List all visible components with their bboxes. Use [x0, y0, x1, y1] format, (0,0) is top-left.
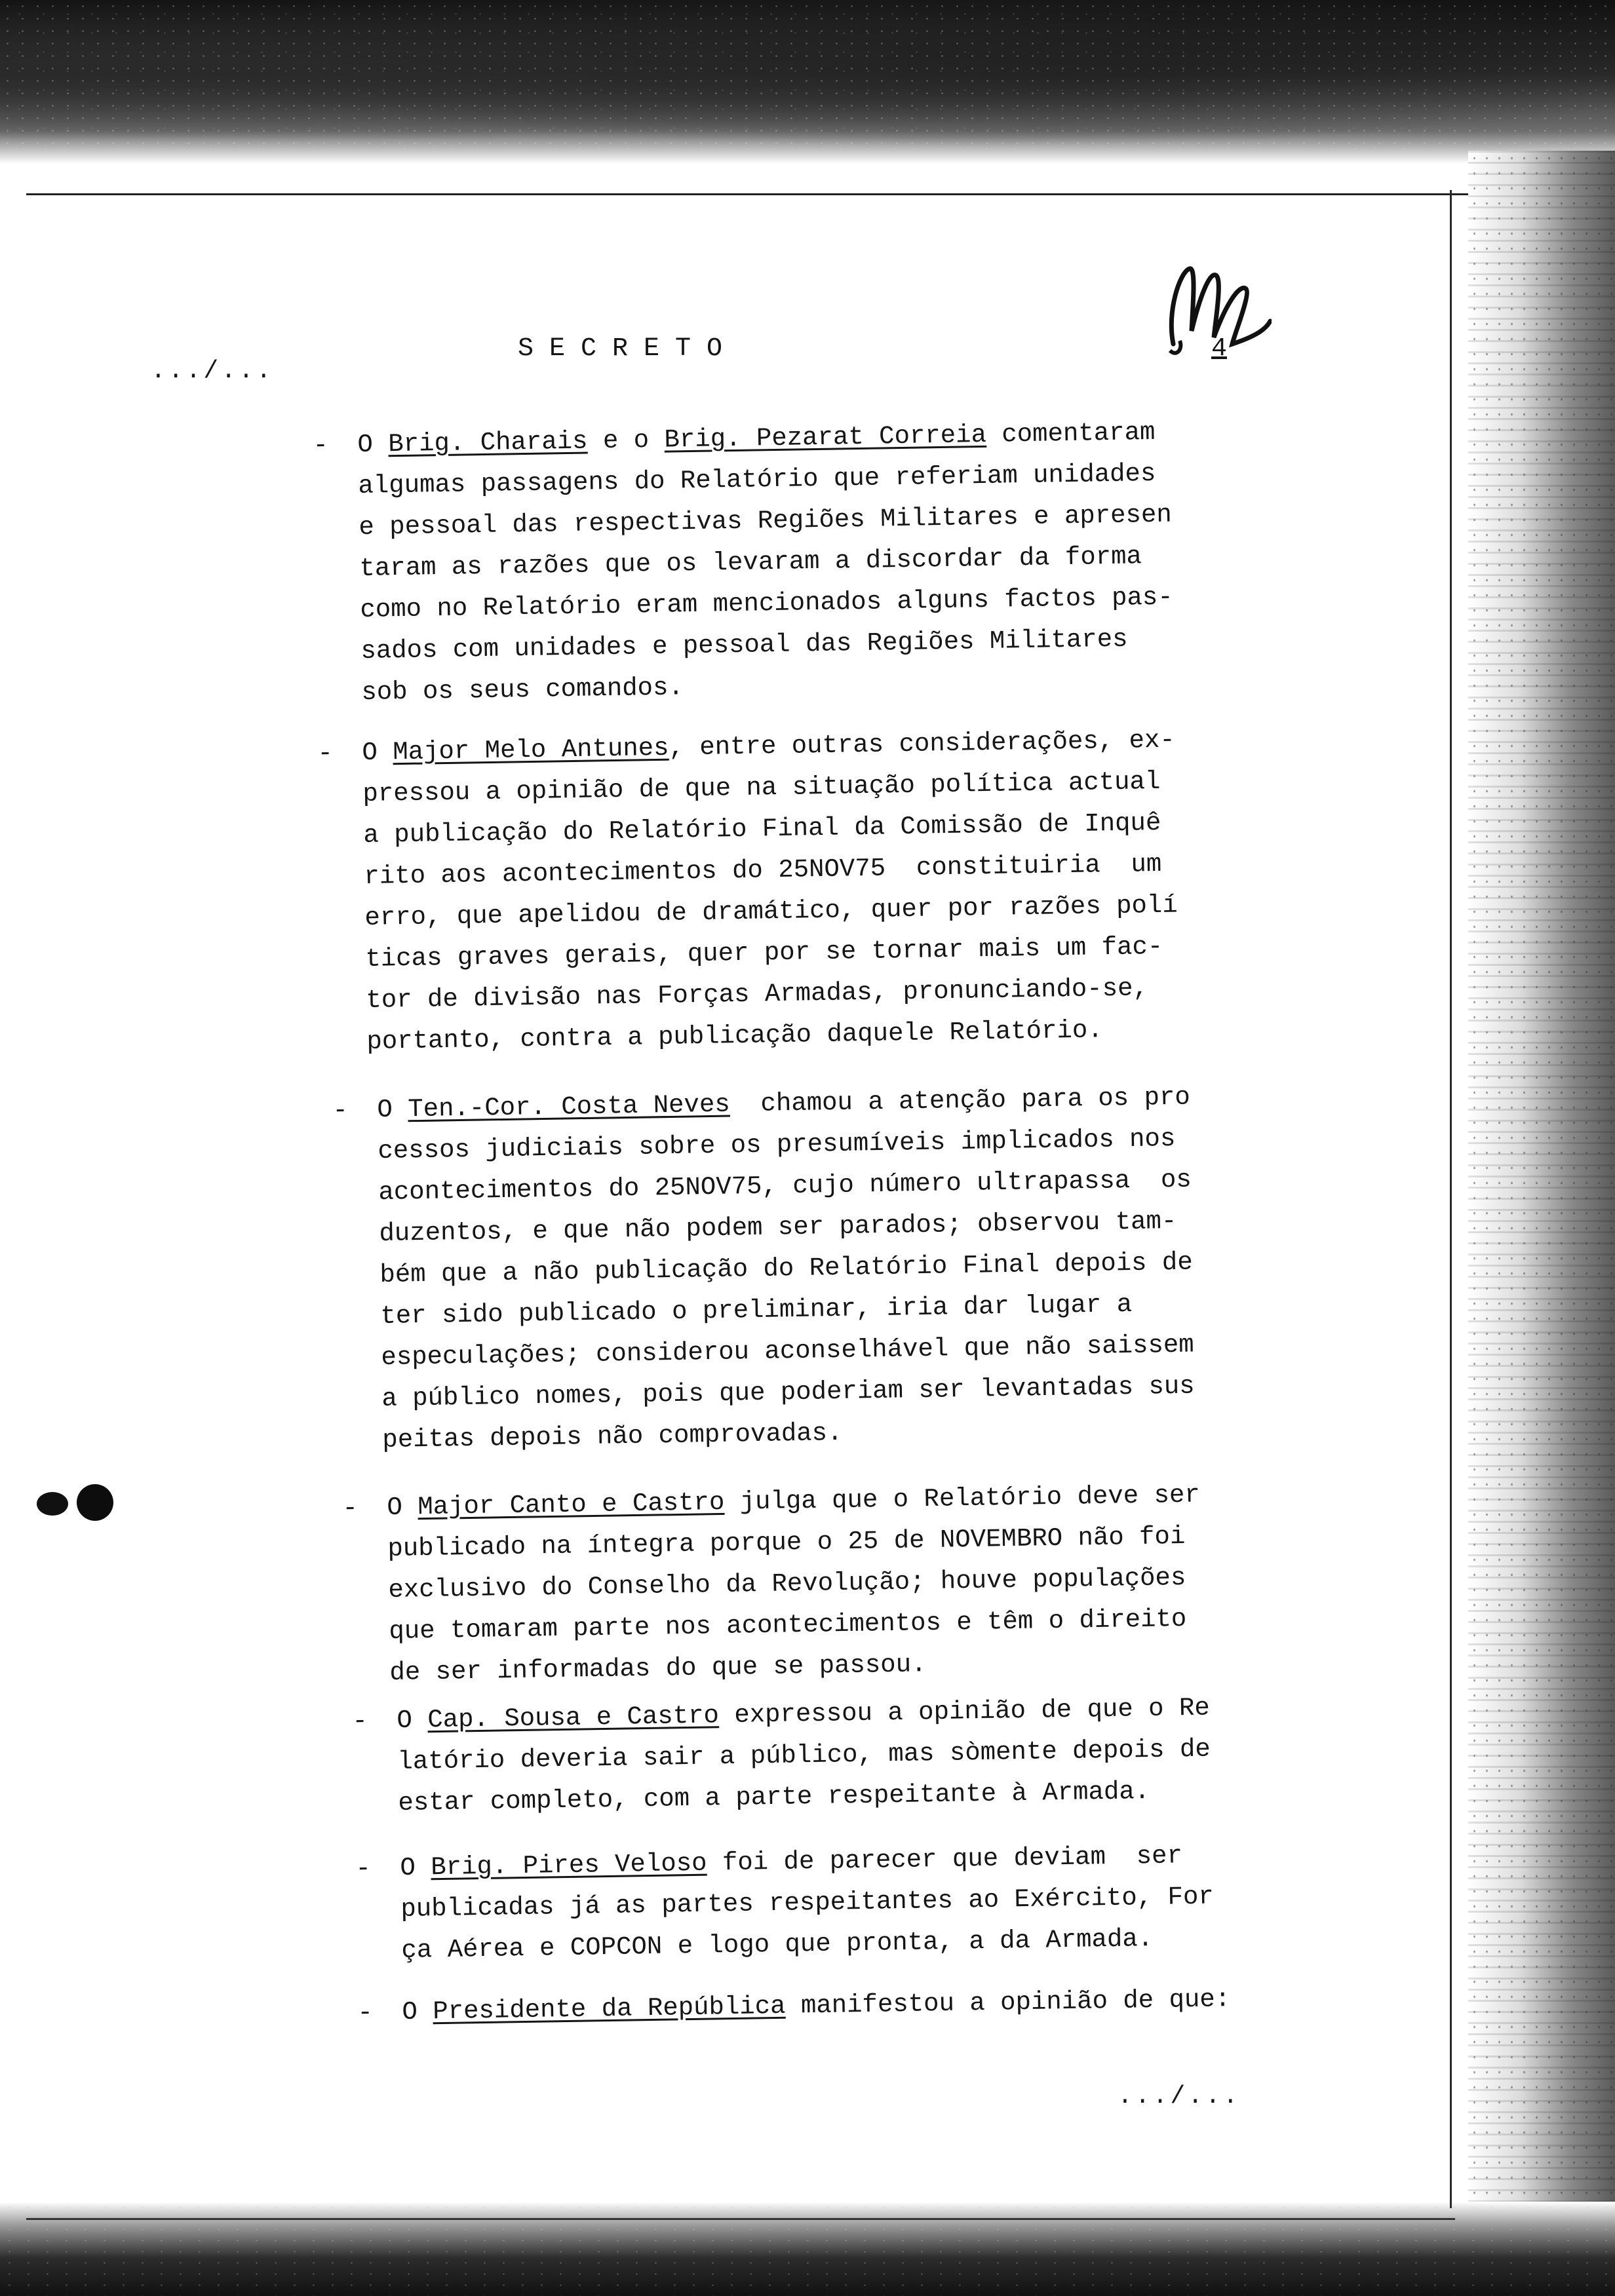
text-line: e pessoal das respectivas Regiões Militares e apresen: [359, 500, 1173, 542]
text-line: pressou a opinião de que na situação política actual: [362, 767, 1161, 809]
text-line: a publicação do Relatório Final da Comissão de Inquê: [363, 808, 1161, 850]
minutes-paragraph: [355, 1833, 1319, 1972]
speaker-name: Brig. Pires Veloso: [430, 1848, 707, 1883]
text-line: a público nomes, pois que poderiam ser levantadas sus: [381, 1371, 1196, 1413]
text-line: cessos judiciais sobre os presumíveis implicados nos: [378, 1124, 1176, 1166]
classification-heading: SECRETO: [518, 334, 739, 364]
text-line: estar completo, com a parte respeitante à Armada.: [398, 1776, 1150, 1818]
text-line: peitas depois não comprovadas.: [382, 1418, 843, 1455]
minutes-paragraph: [332, 1075, 1300, 1461]
bullet-dash: -: [342, 1493, 359, 1523]
text-line: acontecimentos do 25NOV75, cujo número ultrapassa os: [378, 1165, 1192, 1207]
speaker-name: Presidente da República: [432, 1991, 786, 2027]
text-line: tor de divisão nas Forças Armadas, pronunciando-se,: [366, 974, 1149, 1015]
bullet-dash: -: [355, 1854, 372, 1884]
text-line: O Ten.-Cor. Costa Neves chamou a atenção para os pro: [377, 1082, 1191, 1124]
scan-bottom-edge: [0, 2202, 1615, 2296]
continued-from-marker: .../...: [151, 357, 274, 385]
minutes-paragraph: [313, 410, 1279, 714]
text-line: que tomaram parte nos acontecimentos e têm o direito: [389, 1604, 1187, 1646]
bullet-dash: -: [332, 1096, 349, 1126]
punch-hole-marks: [33, 1481, 118, 1527]
scan-right-edge: [1468, 151, 1615, 2208]
page-number: 4: [1211, 334, 1228, 364]
text-line: taram as razões que os levaram a discordar da forma: [359, 542, 1142, 583]
text-line: O Brig. Charais e o Brig. Pezarat Correia comentaram: [357, 417, 1156, 459]
text-line: O Presidente da República manifestou a opinião de que:: [402, 1985, 1231, 2027]
speaker-name: Major Canto e Castro: [417, 1487, 725, 1522]
speaker-name: Brig. Charais: [387, 427, 588, 459]
text-line: bém que a não publicação do Relatório Final depois de: [379, 1248, 1194, 1290]
text-line: duzentos, e que não podem ser parados; observou tam-: [379, 1206, 1177, 1248]
text-line: ter sido publicado o preliminar, iria dar lugar a: [380, 1290, 1133, 1331]
speaker-name: Cap. Sousa e Castro: [427, 1701, 720, 1735]
text-line: ticas graves gerais, quer por se tornar mais um fac-: [365, 932, 1163, 974]
text-line: erro, que apelidou de dramático, quer por razões polí: [364, 890, 1178, 932]
text-line: ça Aérea e COPCON e logo que pronta, a da Armada.: [401, 1924, 1154, 1965]
text-line: sados com unidades e pessoal das Regiões Militares: [360, 624, 1128, 666]
speaker-name: Brig. Pezarat Correia: [664, 420, 987, 455]
text-line: publicadas já as partes respeitantes ao Exército, For: [400, 1882, 1215, 1924]
text-line: especulações; considerou aconselhável que não saissem: [381, 1330, 1195, 1372]
continued-on-marker: .../...: [1118, 2082, 1241, 2111]
text-line: latório deveria sair a público, mas sòmente depois de: [397, 1734, 1211, 1776]
text-line: rito aos acontecimentos do 25NOV75 constituiria um: [364, 849, 1162, 891]
text-line: exclusivo do Conselho da Revolução; houve populações: [388, 1563, 1186, 1605]
minutes-paragraph: [317, 718, 1285, 1063]
bullet-dash: -: [317, 738, 334, 769]
page-top-border: [26, 193, 1468, 195]
text-line: algumas passagens do Relatório que referiam unidades: [358, 459, 1156, 501]
text-line: como no Relatório eram mencionados alguns factos pas-: [360, 583, 1174, 624]
text-line: O Major Melo Antunes, entre outras considerações, ex-: [362, 725, 1176, 767]
speaker-name: Major Melo Antunes: [392, 733, 669, 767]
text-line: sob os seus comandos.: [361, 673, 684, 707]
page-bottom-border: [26, 2218, 1455, 2220]
text-line: O Major Canto e Castro julga que o Relatório deve ser: [387, 1480, 1201, 1522]
text-line: O Brig. Pires Veloso foi de parecer que deviam ser: [400, 1841, 1183, 1883]
text-line: publicado na íntegra porque o 25 de NOVEMBRO não foi: [387, 1521, 1186, 1563]
speaker-name: Ten.-Cor. Costa Neves: [407, 1090, 731, 1124]
page-right-border: [1450, 190, 1452, 2208]
bullet-dash: -: [357, 1998, 374, 2028]
minutes-paragraph: [352, 1686, 1316, 1824]
bullet-dash: -: [352, 1706, 368, 1736]
text-line: de ser informadas do que se passou.: [389, 1650, 927, 1687]
minutes-paragraph: [342, 1473, 1308, 1694]
bullet-dash: -: [313, 430, 329, 461]
minutes-paragraph: [357, 1978, 1320, 2033]
scan-top-edge: [0, 0, 1615, 164]
text-line: portanto, contra a publicação daquele Relatório.: [366, 1016, 1104, 1056]
text-line: O Cap. Sousa e Castro expressou a opinião de que o Re: [397, 1693, 1211, 1735]
